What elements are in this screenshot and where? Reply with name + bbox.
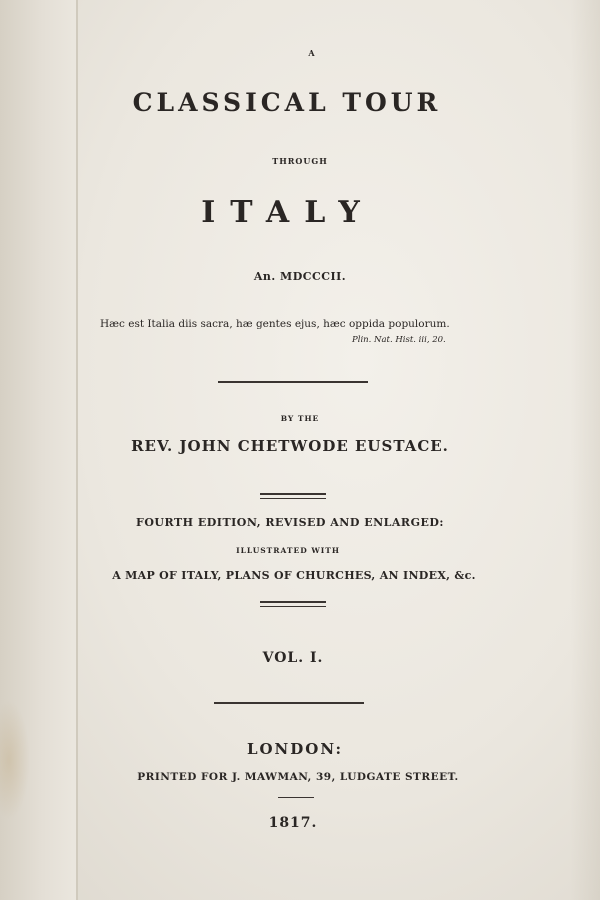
short-rule	[278, 797, 314, 798]
divider-rule	[218, 381, 368, 383]
divider-rule	[214, 702, 364, 704]
edition-statement: FOURTH EDITION, REVISED AND ENLARGED:	[136, 516, 444, 529]
double-rule	[260, 493, 326, 499]
imprint-year: 1817.	[268, 815, 318, 831]
imprint-place: LONDON:	[246, 740, 344, 758]
title-connector: THROUGH	[272, 156, 328, 166]
by-label: BY THE	[280, 414, 320, 423]
year-note: An. MDCCCII.	[253, 270, 347, 283]
title-article: A	[308, 48, 316, 58]
volume-number: VOL. I.	[262, 650, 324, 666]
epigraph-source: Plin. Nat. Hist. iii, 20.	[352, 335, 446, 345]
title-line-1: CLASSICAL TOUR	[132, 88, 442, 117]
author-name: REV. JOHN CHETWODE EUSTACE.	[131, 437, 449, 455]
foxing-stain	[0, 700, 30, 820]
double-rule	[260, 601, 326, 607]
imprint-printer: PRINTED FOR J. MAWMAN, 39, LUDGATE STREET.	[137, 771, 459, 783]
epigraph: Hæc est Italia diis sacra, hæ gentes ejus, hæc oppida populorum.	[100, 318, 450, 330]
contents-statement: A MAP OF ITALY, PLANS OF CHURCHES, AN INDEX, &c.	[112, 569, 476, 582]
title-line-2: ITALY	[201, 195, 375, 230]
illustrated-label: ILLUSTRATED WITH	[236, 546, 340, 555]
